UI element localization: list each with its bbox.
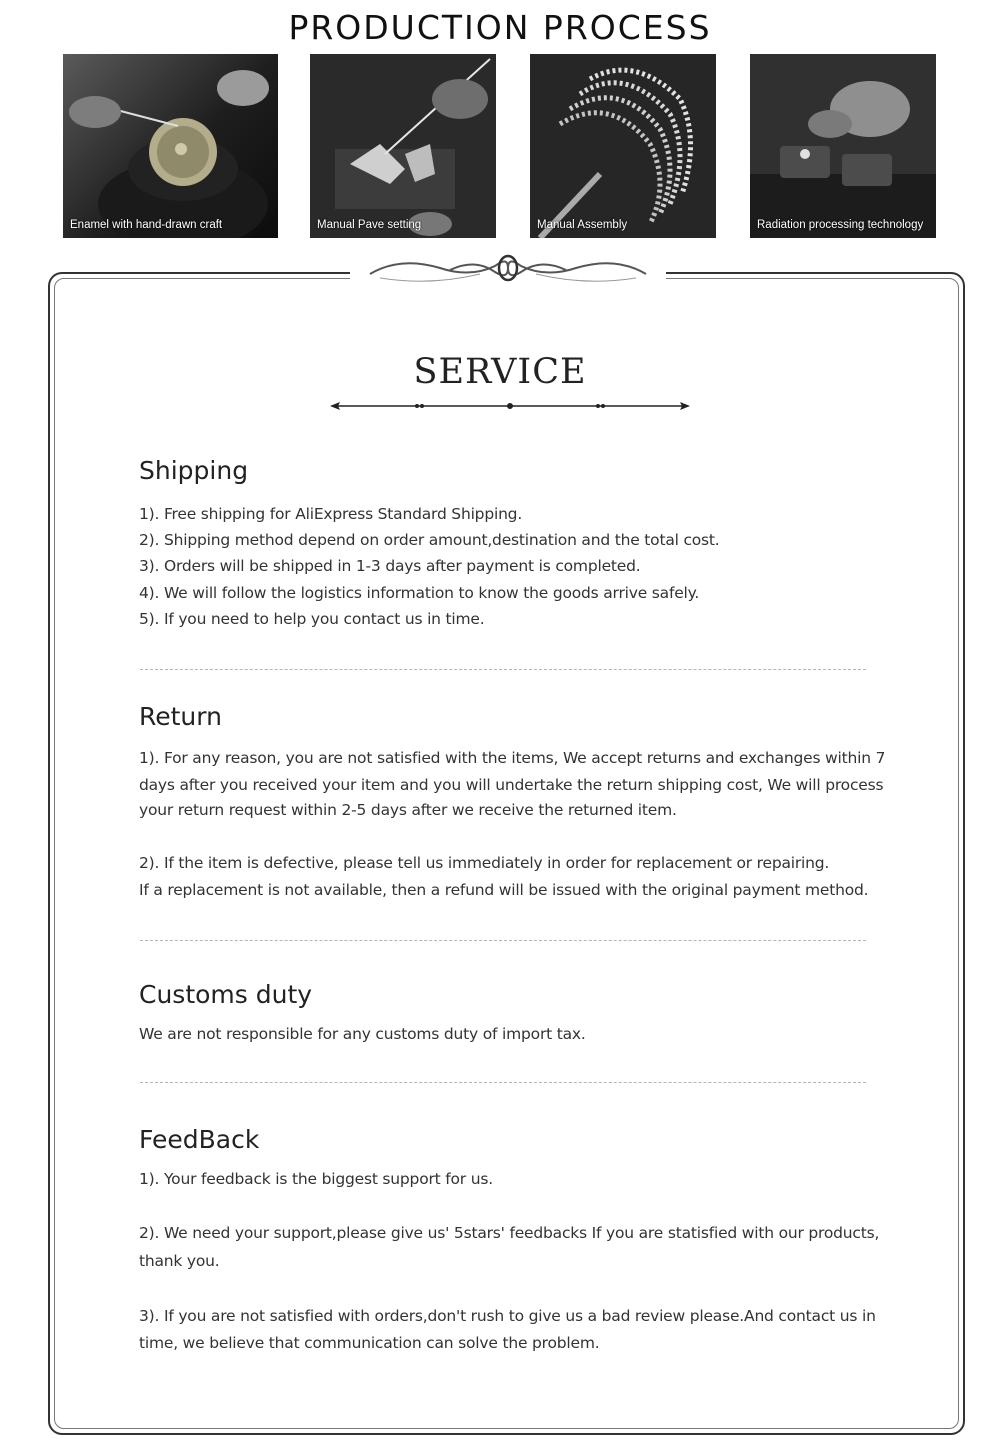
feedback-line: 2). We need your support,please give us' 5stars' feedbacks If you are statisfied with our products, <box>139 1224 880 1242</box>
shipping-line: 1). Free shipping for AliExpress Standard Shipping. <box>139 505 523 523</box>
shipping-line: 3). Orders will be shipped in 1-3 days after payment is completed. <box>139 557 641 575</box>
shipping-line: 5). If you need to help you contact us in time. <box>139 610 485 628</box>
production-photos <box>0 54 1000 240</box>
photo-caption: Manual Pave setting <box>317 219 422 231</box>
service-title: SERVICE <box>413 352 587 392</box>
customs-heading: Customs duty <box>139 980 313 1009</box>
photo-caption: Radiation processing technology <box>757 219 924 231</box>
pave-setting-photo <box>310 54 496 238</box>
shipping-line: 4). We will follow the logistics information to know the goods arrive safely. <box>139 584 700 602</box>
photo-caption: Enamel with hand-drawn craft <box>70 219 223 231</box>
feedback-line: thank you. <box>139 1252 220 1270</box>
flourish-ornament-icon <box>360 248 656 288</box>
bracelet-assembly-photo <box>530 54 716 238</box>
enamel-brush-photo <box>63 54 278 238</box>
feedback-line: time, we believe that communication can solve the problem. <box>139 1334 600 1352</box>
return-line: 1). For any reason, you are not satisfied with the items, We accept returns and exchanges within 7 <box>139 749 886 767</box>
section-divider <box>140 669 866 670</box>
shipping-line: 2). Shipping method depend on order amount,destination and the total cost. <box>139 531 720 549</box>
feedback-line: 3). If you are not satisfied with orders,don't rush to give us a bad review please.And contact us in <box>139 1307 876 1325</box>
customs-line: We are not responsible for any customs duty of import tax. <box>139 1025 586 1043</box>
feedback-line: 1). Your feedback is the biggest support for us. <box>139 1170 493 1188</box>
shipping-heading: Shipping <box>139 456 249 485</box>
return-line: If a replacement is not available, then a refund will be issued with the original payment method. <box>139 881 869 899</box>
return-line: 2). If the item is defective, please tell us immediately in order for replacement or repairing. <box>139 854 830 872</box>
photo-caption: Manual Assembly <box>537 219 628 231</box>
return-line: your return request within 2-5 days after we receive the returned item. <box>139 801 677 819</box>
arrow-divider-icon <box>328 396 692 416</box>
feedback-heading: FeedBack <box>139 1125 260 1154</box>
ring-processing-photo <box>750 54 936 238</box>
return-line: days after you received your item and you will undertake the return shipping cost, We will process <box>139 776 884 794</box>
section-divider <box>140 1082 866 1083</box>
return-heading: Return <box>139 702 222 731</box>
page-title: PRODUCTION PROCESS <box>288 8 712 47</box>
section-divider <box>140 940 866 941</box>
